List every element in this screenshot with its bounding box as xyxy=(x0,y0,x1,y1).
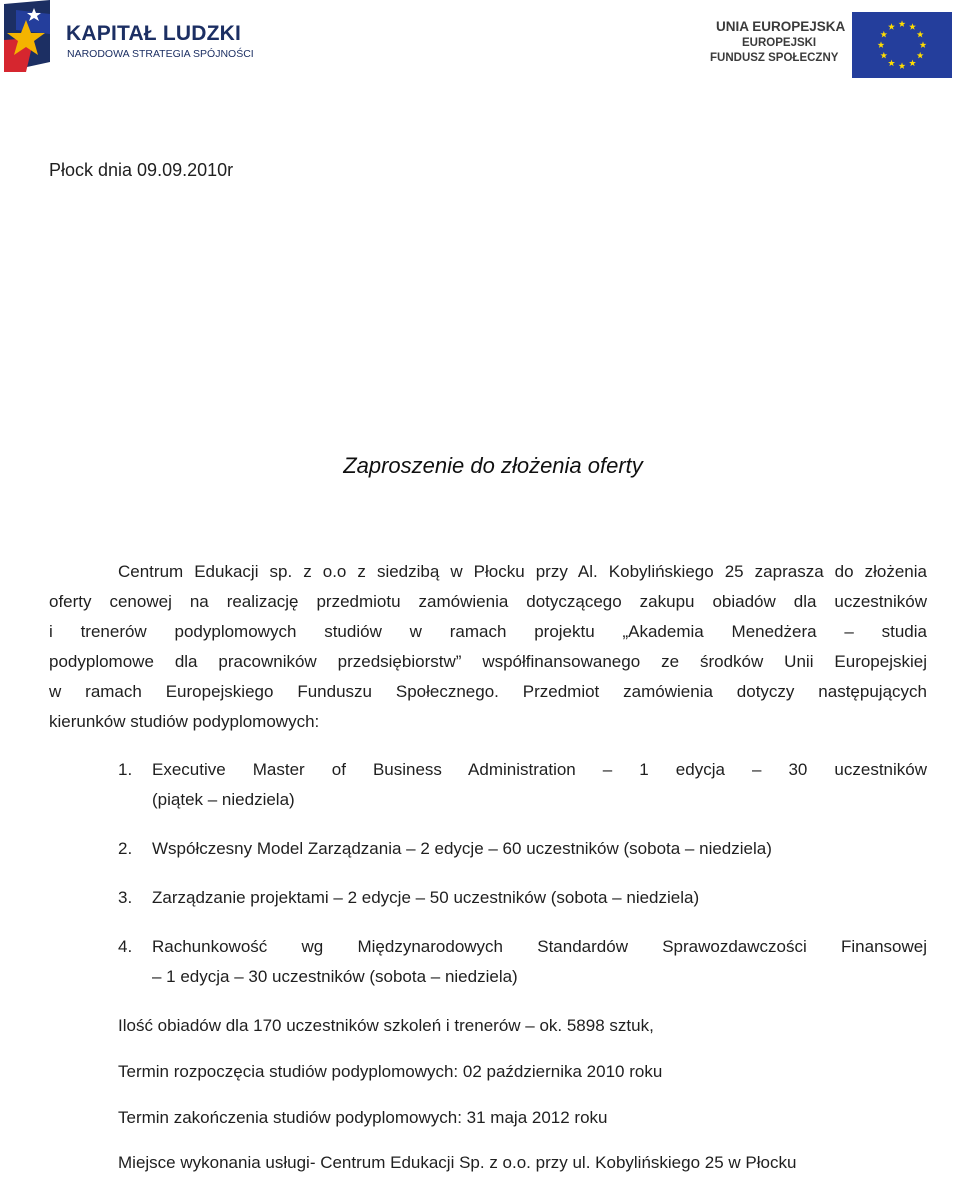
kapital-ludzki-logo xyxy=(4,0,254,78)
meals-count: Ilość obiadów dla 170 uczestników szkoleń i trenerów – ok. 5898 sztuk, xyxy=(118,1016,654,1035)
start-date: Termin rozpoczęcia studiów podyplomowych: 02 października 2010 roku xyxy=(118,1062,663,1081)
kapital-ludzki-emblem-icon xyxy=(4,0,64,78)
intro-line: oferty cenowej na realizację przedmiotu zamówienia dotyczącego zakupu obiadów dla uczestników xyxy=(49,592,927,611)
list-item-number: 4. xyxy=(118,937,133,956)
eu-line-1: UNIA EUROPEJSKA xyxy=(716,19,846,34)
intro-line: Centrum Edukacji sp. z o.o z siedzibą w Płocku przy Al. Kobylińskiego 25 zaprasza do złożenia xyxy=(118,562,927,581)
intro-paragraph xyxy=(49,557,927,737)
end-date: Termin zakończenia studiów podyplomowych: 31 maja 2012 roku xyxy=(118,1108,608,1127)
service-location: Miejsce wykonania usługi- Centrum Edukacji Sp. z o.o. przy ul. Kobylińskiego 25 w Płocku xyxy=(118,1153,797,1172)
list-item-line: Współczesny Model Zarządzania – 2 edycje – 60 uczestników (sobota – niedziela) xyxy=(152,839,772,858)
list-item-number: 1. xyxy=(118,760,133,779)
intro-line: w ramach Europejskiego Funduszu Społecznego. Przedmiot zamówienia dotyczy następujących xyxy=(49,682,927,701)
kapital-ludzki-subtitle: NARODOWA STRATEGIA SPÓJNOŚCI xyxy=(67,48,254,60)
list-item-line: (piątek – niedziela) xyxy=(152,790,295,809)
eu-efs-logo xyxy=(706,10,954,80)
intro-line: i trenerów podyplomowych studiów w ramach projektu „Akademia Menedżera – studia xyxy=(49,622,927,641)
list-item-number: 2. xyxy=(118,839,133,858)
eu-line-2: EUROPEJSKI xyxy=(742,37,817,49)
document-date: Płock dnia 09.09.2010r xyxy=(49,160,234,180)
list-item-line: Zarządzanie projektami – 2 edycje – 50 uczestników (sobota – niedziela) xyxy=(152,888,700,907)
list-item-line: Rachunkowość wg Międzynarodowych Standardów Sprawozdawczości Finansowej xyxy=(152,937,927,956)
eu-line-3: FUNDUSZ SPOŁECZNY xyxy=(710,52,839,64)
list-item-line: – 1 edycja – 30 uczestników (sobota – niedziela) xyxy=(152,967,518,986)
list-item-number: 3. xyxy=(118,888,133,907)
eu-flag-icon xyxy=(852,12,952,78)
document-title: Zaproszenie do złożenia oferty xyxy=(343,453,643,478)
kapital-ludzki-title: KAPITAŁ LUDZKI xyxy=(66,22,242,45)
list-item-line: Executive Master of Business Administration – 1 edycja – 30 uczestników xyxy=(152,760,927,779)
intro-line: kierunków studiów podyplomowych: xyxy=(49,712,320,731)
intro-line: podyplomowe dla pracowników przedsiębiorstw” współfinansowanego ze środków Unii Europejskiej xyxy=(49,652,927,671)
